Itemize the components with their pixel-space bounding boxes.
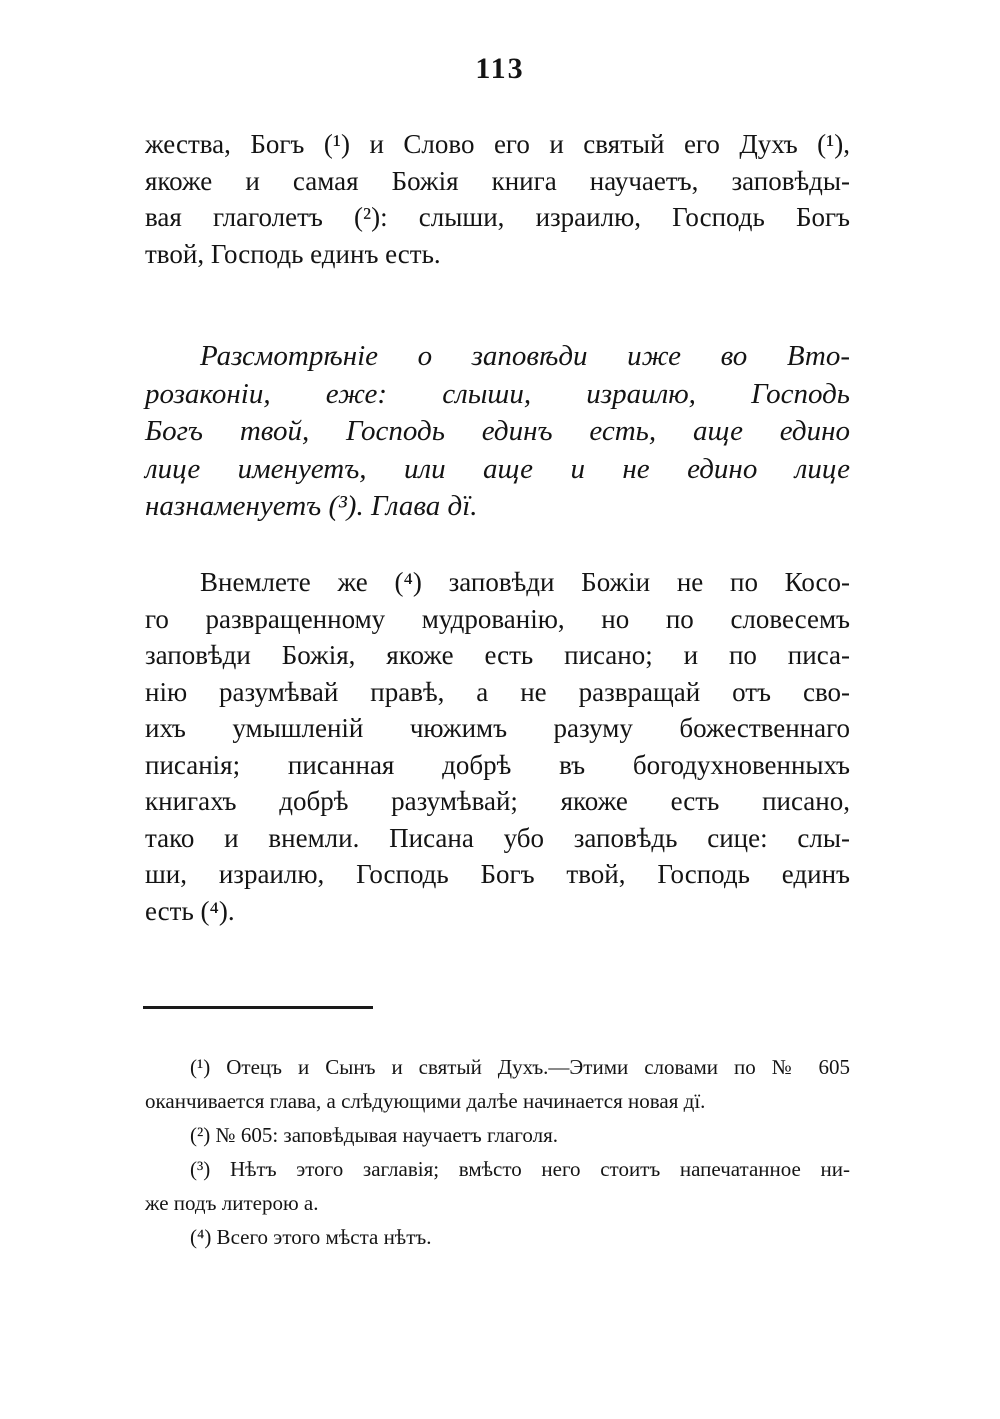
- footnote-line: (¹) Отецъ и Сынъ и святый Духъ.—Этими словами по № 605: [190, 1055, 850, 1079]
- footnote-1: [145, 1050, 850, 1118]
- paragraph-2-line: писанія; писанная добрѣ въ богодухновенныхъ: [145, 749, 850, 780]
- footnote-line: оканчивается глава, а слѣдующими далѣе начинается новая дї.: [145, 1089, 706, 1113]
- paragraph-2-line: го развращенному мудрованію, но по словесемъ: [145, 603, 850, 634]
- paragraph-2-line: ши, израилю, Господь Богъ твой, Господь единъ: [145, 859, 850, 889]
- paragraph-2-line: заповѣди Божія, якоже есть писано; и по писа-: [145, 640, 850, 670]
- footnote-2: [145, 1118, 850, 1152]
- footnote-line: же подъ литерою а.: [145, 1191, 319, 1215]
- footnote-divider: [143, 1006, 373, 1009]
- footnotes: [145, 1050, 850, 1254]
- paragraph-2-line: есть (⁴).: [145, 895, 235, 926]
- paragraph-1-line: жества, Богъ (¹) и Слово его и святый его Духъ (¹),: [145, 129, 850, 159]
- paragraph-1: [145, 126, 850, 272]
- paragraph-1-line: вая глаголетъ (²): слыши, израилю, Господь Богъ: [145, 202, 850, 232]
- paragraph-2: [145, 564, 850, 929]
- footnote-3: [145, 1152, 850, 1220]
- chapter-heading-line: Разсмотрѣніе о заповѣди иже во Вто-: [200, 340, 850, 372]
- footnote-4: [145, 1220, 850, 1254]
- paragraph-2-line: нію разумѣвай правѣ, а не развращай отъ сво-: [145, 676, 850, 707]
- paragraph-2-line: книгахъ добрѣ разумѣвай; якоже есть писано,: [145, 786, 850, 816]
- paragraph-2-line: Внемлете же (⁴) заповѣди Божіи не по Косо-: [200, 567, 850, 597]
- footnote-line: (⁴) Всего этого мѣста нѣтъ.: [190, 1225, 432, 1249]
- footnote-line: (²) № 605: заповѣдывая научаетъ глаголя.: [190, 1123, 558, 1147]
- paragraph-1-line: твой, Господь единъ есть.: [145, 238, 441, 269]
- chapter-heading-line: Богъ твой, Господь единъ есть, аще едино: [145, 415, 850, 447]
- page-number: 113: [475, 52, 525, 85]
- chapter-heading-line: назнаменуетъ (³). Глава дї.: [145, 490, 478, 522]
- paragraph-2-line: ихъ умышленій чюжимъ разуму божественнаго: [145, 713, 850, 743]
- chapter-heading-line: розаконіи, еже: слыши, израилю, Господь: [145, 377, 850, 410]
- chapter-heading-line: лице именуетъ, или аще и не едино лице: [145, 452, 850, 485]
- paragraph-1-line: якоже и самая Божія книга научаетъ, заповѣды-: [145, 165, 850, 196]
- footnote-line: (³) Нѣтъ этого заглавія; вмѣсто него стоитъ напечатанное ни-: [190, 1157, 850, 1181]
- chapter-heading: [145, 338, 850, 526]
- paragraph-2-line: тако и внемли. Писана убо заповѣдь сице: слы-: [145, 822, 850, 853]
